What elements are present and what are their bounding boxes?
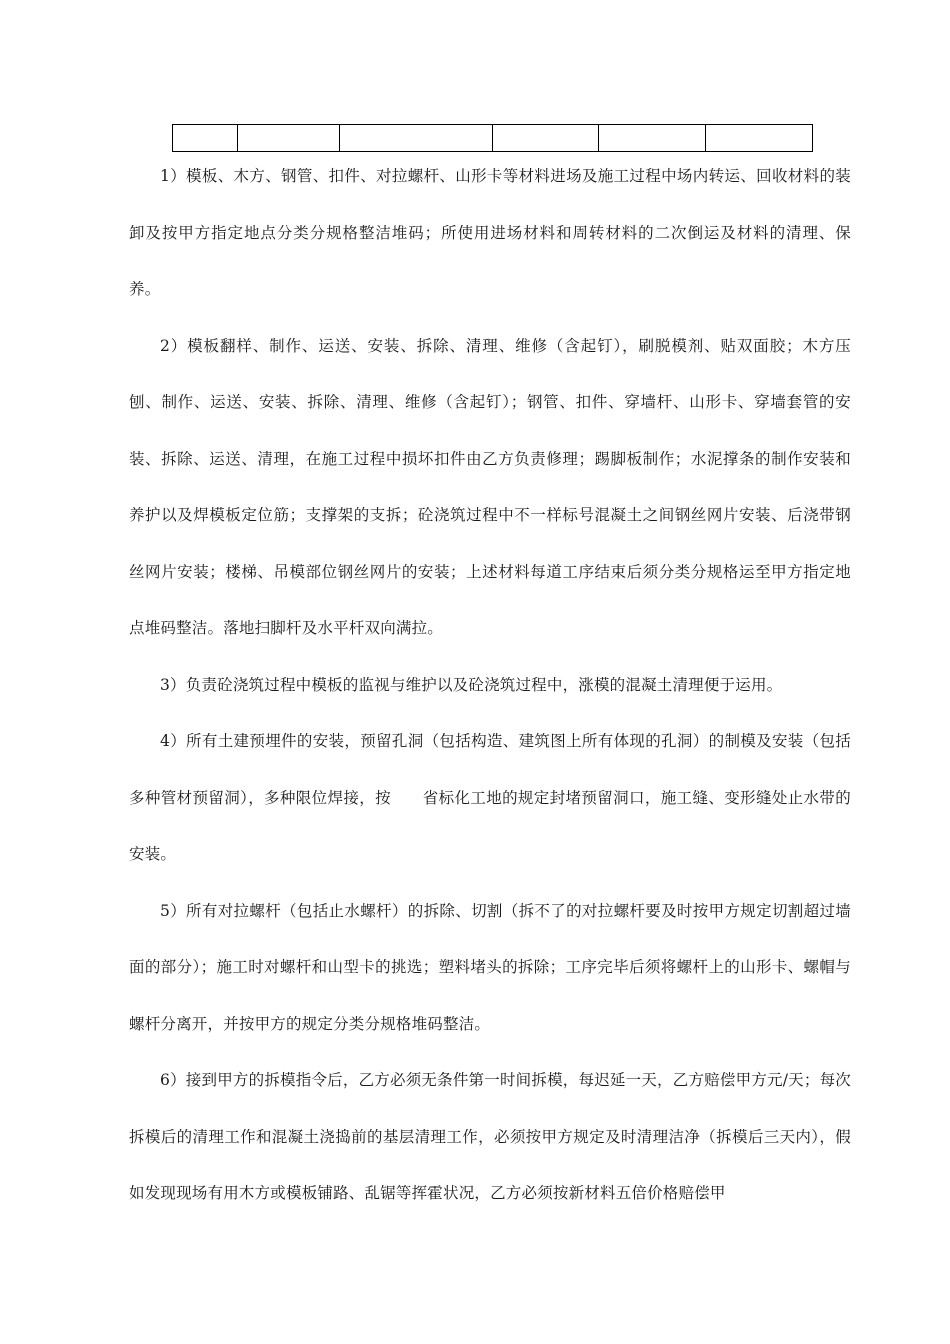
paragraph-1: 1）模板、木方、钢管、扣件、对拉螺杆、山形卡等材料进场及施工过程中场内转运、回收材料的装卸及按甲方指定地点分类分规格整洁堆码；所使用进场材料和周转材料的二次倒运及材料的清理、保养。 <box>129 167 851 298</box>
body-text <box>129 148 851 1222</box>
paragraph-5: 5）所有对拉螺杆（包括止水螺杆）的拆除、切割（拆不了的对拉螺杆要及时按甲方规定切割超过墙面的部分）；施工时对螺杆和山型卡的挑选；塑料堵头的拆除；工序完毕后须将螺杆上的山形卡、螺帽与螺杆分离开，并按甲方的规定分类分规格堆码整洁。 <box>129 901 851 1033</box>
paragraph-4: 4）所有土建预埋件的安装，预留孔洞（包括构造、建筑图上所有体现的孔洞）的制模及安装（包括多种管材预留洞），多种限位焊接，按 省标化工地的规定封堵预留洞口，施工缝、变形缝处止水带的安装。 <box>129 732 851 863</box>
paragraph-6: 6）接到甲方的拆模指令后，乙方必须无条件第一时间拆模，每迟延一天，乙方赔偿甲方元/天；每次拆模后的清理工作和混凝土浇捣前的基层清理工作，必须按甲方规定及时清理洁净（拆模后三天内），假如发现现场有用木方或模板铺路、乱锯等挥霍状况，乙方必须按新材料五倍价格赔偿甲 <box>129 1071 851 1202</box>
paragraph-3: 3）负责砼浇筑过程中模板的监视与维护以及砼浇筑过程中，涨模的混凝土清理便于运用。 <box>160 675 783 694</box>
paragraph-2: 2）模板翻样、制作、运送、安装、拆除、清理、维修（含起钉），刷脱模剂、贴双面胶；木方压刨、制作、运送、安装、拆除、清理、维修（含起钉）；钢管、扣件、穿墙杆、山形卡、穿墙套管的安装、拆除、运送、清理，在施工过程中损坏扣件由乙方负责修理；踢脚板制作；水泥撑条的制作安装和养护以及焊模板定位筋；支撑架的支拆；砼浇筑过程中不一样标号混凝土之间钢丝网片安装、后浇带钢丝网片安装；楼梯、吊模部位钢丝网片的安装；上述材料每道工序结束后须分类分规格运至甲方指定地点堆码整洁。落地扫脚杆及水平杆双向满拉。 <box>129 336 851 637</box>
